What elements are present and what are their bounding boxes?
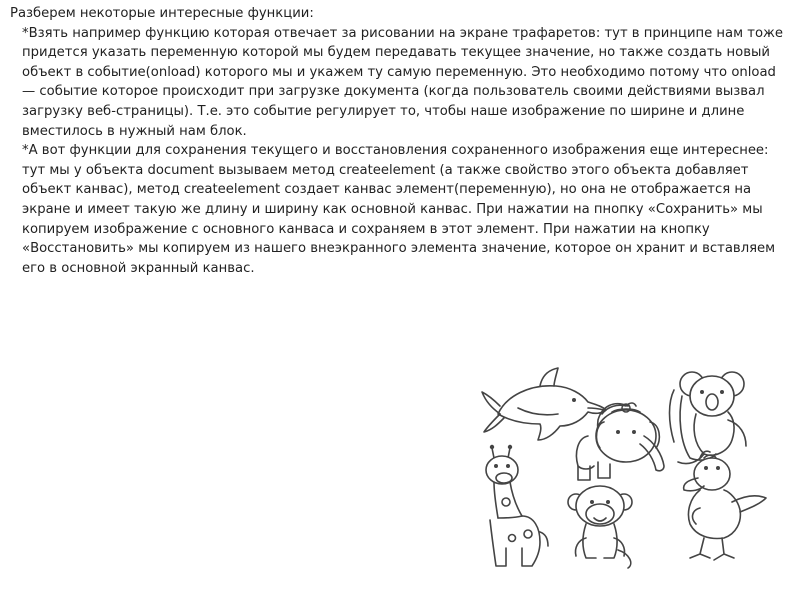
- paragraph-save-restore: *А вот функции для сохранения текущего и восстановления сохраненного изображения еще интереснее: тут мы у объекта document вызываем метод createelement (а также свойство этого объекта добавляет объект канвас), метод createelement создает канвас элемент(переменную), но она не отображается на экране и имеет такую же длину и ширину как основной канвас. При нажатии на пнопку «Сохранить» мы копируем изображение с основного канваса и сохраняем в этот элемент. При нажатии на кнопку «Восстановить» мы копируем из нашего внеэкранного элемента значение, которое он хранит и вставляем его в основной экранный канвас.: [22, 143, 776, 276]
- dolphin-stencil-icon: [482, 368, 606, 440]
- animal-stencils-svg: [478, 362, 778, 572]
- monkey-stencil-icon: [568, 486, 632, 568]
- paragraph-draw-stencils: *Взять например функцию которая отвечает за рисовании на экране трафаретов: тут в принципе нам тоже придется указать переменную которой мы будем передавать текущее значение, но также создать новый объект в событие(onload) которого мы и укажем ту самую переменную. Это необходимо потому что onload — событие которое происходит при загрузке документа (когда пользователь своими действиями вызвал загрузку веб-страницы). Т.е. это событие регулирует то, чтобы наше изображение по ширине и длине вместилось в нужный нам блок.: [22, 25, 784, 139]
- koala-stencil-icon: [670, 372, 747, 464]
- animal-stencils-illustration: [478, 362, 778, 572]
- slide-text-block: [10, 4, 792, 278]
- elephant-stencil-icon: [576, 403, 664, 480]
- section-heading: Разберем некоторые интересные функции:: [10, 6, 314, 21]
- giraffe-stencil-icon: [486, 445, 548, 566]
- duck-stencil-icon: [684, 451, 766, 560]
